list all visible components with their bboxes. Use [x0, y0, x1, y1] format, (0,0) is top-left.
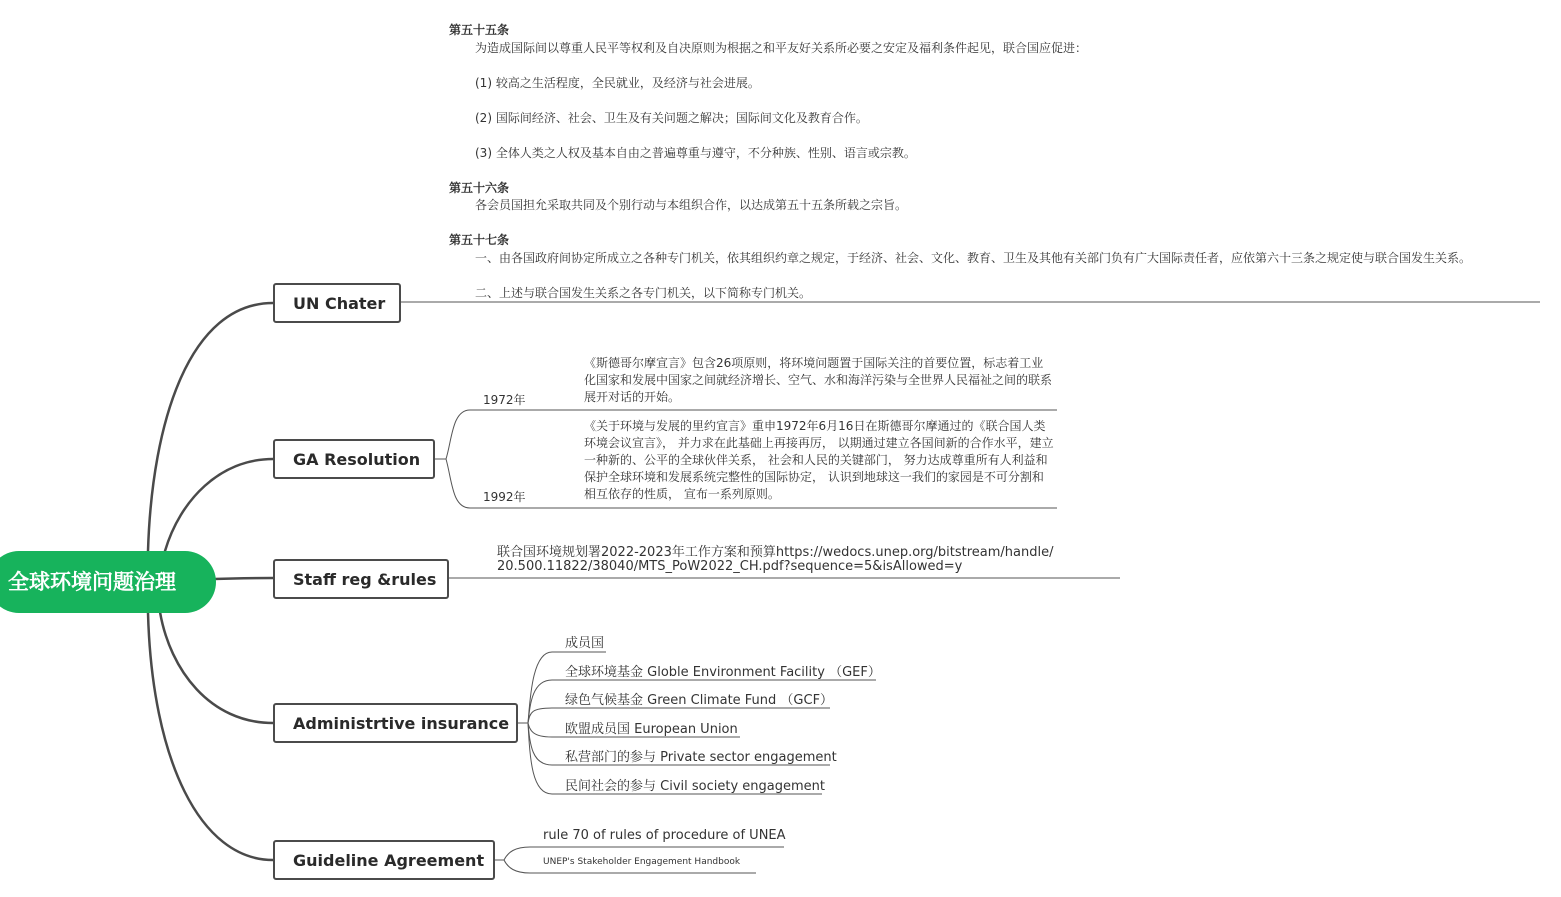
- branch-guideline-label: Guideline Agreement: [293, 850, 485, 870]
- note-gap: [449, 162, 1471, 180]
- admin-item-eu[interactable]: 欧盟成员国 European Union: [565, 722, 738, 737]
- note-article-heading: 第五十七条: [449, 233, 510, 247]
- note-line: (2) 国际间经济、社会、卫生及有关问题之解决；国际间文化及教育合作。: [475, 110, 868, 125]
- note-line: 二、上述与联合国发生关系之各专门机关，以下简称专门机关。: [475, 285, 812, 300]
- note-line: 一、由各国政府间协定所成立之各种专门机关，依其组织约章之规定，于经济、社会、文化、教育、卫生及其他有关部门负有广大国际责任者，应依第六十三条之规定使与联合国发生关系。: [475, 250, 1472, 265]
- staff-rules-line-2[interactable]: 20.500.11822/38040/MTS_PoW2022_CH.pdf?sequence=5&isAllowed=y: [497, 559, 963, 574]
- connector-staff-rules: [214, 578, 273, 579]
- un-charter-note: [449, 22, 1471, 302]
- branch-ga-resolution[interactable]: [273, 439, 435, 479]
- branch-un-charter[interactable]: [273, 283, 401, 323]
- note-article-heading: 第五十六条: [449, 180, 510, 195]
- guideline-item-rule70[interactable]: rule 70 of rules of procedure of UNEA: [543, 828, 786, 843]
- branch-staff-rules-label: Staff reg &rules: [293, 569, 437, 589]
- staff-rules-line-1[interactable]: 联合国环境规划署2022-2023年工作方案和预算https://wedocs.unep.org/bitstream/handle/: [497, 545, 1054, 560]
- ga-text-1992: 《关于环境与发展的里约宣言》重申1972年6月16日在斯德哥尔摩通过的《联合国人类环境会议宣言》， 并力求在此基础上再接再厉， 以期通过建立各国间新的合作水平，建立一种新的、公平的全球伙伴关系， 社会和人民的关键部门， 努力达成尊重所有人利益和保护全球环境和发展系统完整性的国际协定， 认识到地球这一我们的家园是不可分割和相互依存的性质， 宣布一系列原则。: [584, 419, 1054, 501]
- note-gap: [449, 267, 1471, 285]
- branch-admin-insurance-label: Administrtive insurance: [293, 713, 510, 733]
- connector-admin-insurance: [160, 612, 273, 723]
- branch-guideline[interactable]: [273, 840, 495, 880]
- branch-ga-resolution-label: GA Resolution: [293, 449, 421, 469]
- note-line: 为造成国际间以尊重人民平等权利及自决原则为根据之和平友好关系所必要之安定及福利条件起见，联合国应促进：: [475, 40, 1088, 55]
- connector-ga-resolution: [165, 459, 273, 551]
- ga-year-1992[interactable]: 1992年: [483, 490, 526, 504]
- note-gap: [449, 127, 1471, 145]
- connector-guideline: [148, 613, 273, 860]
- note-gap: [449, 92, 1471, 110]
- note-gap: [449, 215, 1471, 233]
- note-line: (3) 全体人类之人权及基本自由之普遍尊重与遵守，不分种族、性别、语言或宗教。: [475, 145, 916, 160]
- connector-un-charter: [148, 303, 273, 551]
- note-line: 各会员国担允采取共同及个别行动与本组织合作，以达成第五十五条所载之宗旨。: [475, 198, 908, 212]
- root-topic[interactable]: 全球环境问题治理: [0, 551, 216, 613]
- note-line: (1) 较高之生活程度，全民就业，及经济与社会进展。: [475, 75, 760, 90]
- ga-year-1972[interactable]: 1972年: [483, 393, 526, 407]
- branch-un-charter-label: UN Chater: [293, 293, 386, 313]
- branch-staff-rules[interactable]: [273, 559, 449, 599]
- ga-text-1972: 《斯德哥尔摩宣言》包含26项原则，将环境问题置于国际关注的首要位置，标志着工业化国家和发展中国家之间就经济增长、空气、水和海洋污染与全世界人民福祉之间的联系展开对话的开始。: [584, 356, 1053, 404]
- note-article-heading: 第五十五条: [449, 23, 510, 37]
- admin-item-civil-society[interactable]: 民间社会的参与 Civil society engagement: [565, 779, 825, 794]
- admin-item-member-states[interactable]: 成员国: [565, 636, 605, 651]
- admin-item-gcf[interactable]: 绿色气候基金 Green Climate Fund （GCF）: [565, 693, 834, 708]
- branch-admin-insurance[interactable]: [273, 703, 518, 743]
- note-gap: [449, 57, 1471, 75]
- guideline-item-handbook[interactable]: UNEP's Stakeholder Engagement Handbook: [543, 857, 741, 867]
- admin-item-private-sector[interactable]: 私营部门的参与 Private sector engagement: [565, 750, 837, 765]
- admin-item-gef[interactable]: 全球环境基金 Globle Environment Facility （GEF）: [565, 665, 881, 680]
